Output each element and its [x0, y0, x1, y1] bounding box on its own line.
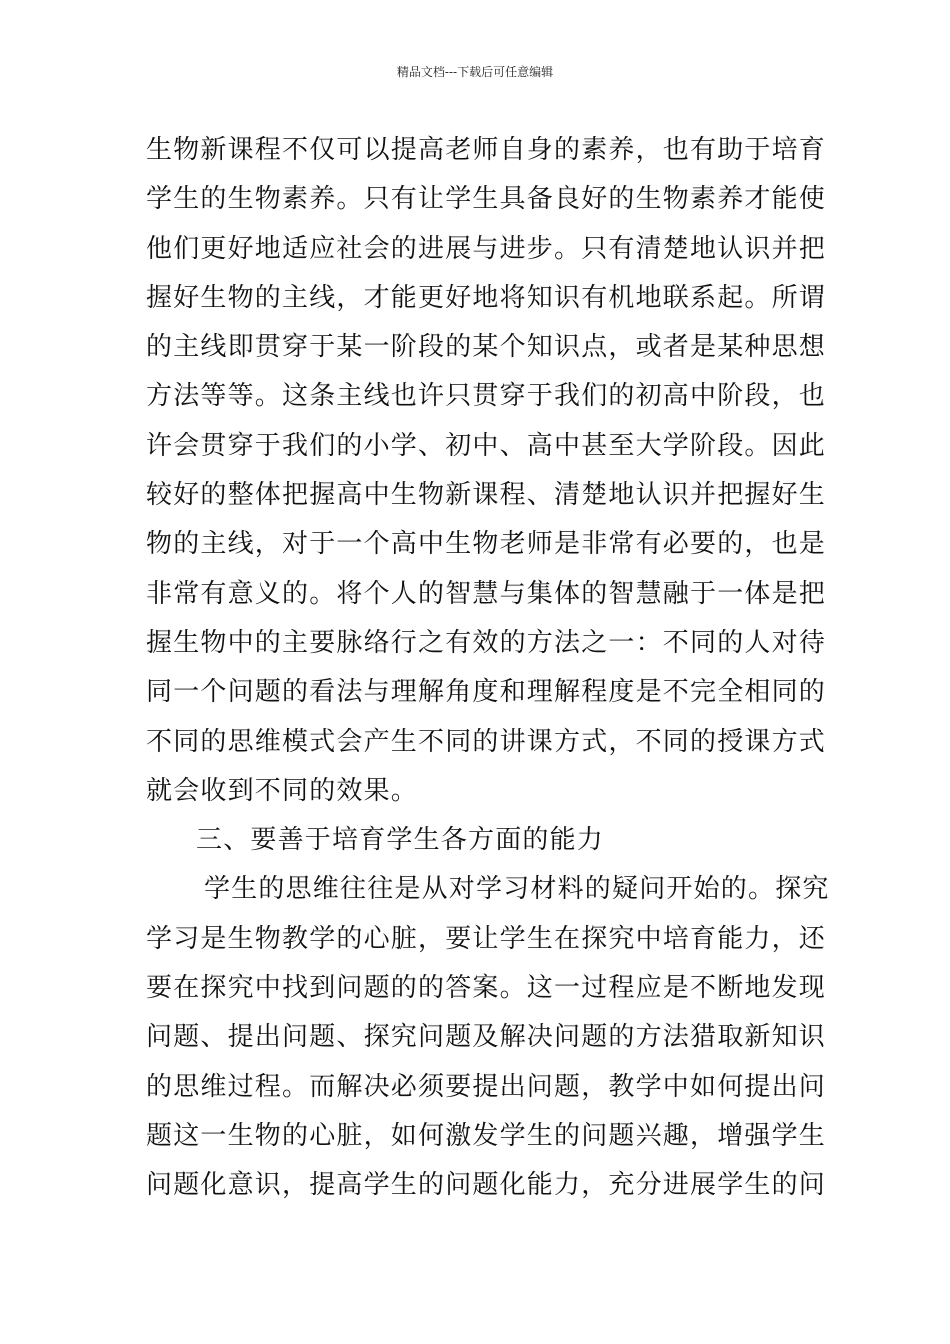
- page-header: 精品文档---下载后可任意编辑: [396, 65, 554, 79]
- text-line: 生物新课程不仅可以提高老师自身的素养，也有助于培育: [146, 135, 827, 165]
- section-heading: 三、要善于培育学生各方面的能力: [196, 825, 605, 856]
- text-line: 握生物中的主要脉络行之有效的方法之一：不同的人对待: [146, 627, 827, 658]
- text-line: 同一个问题的看法与理解角度和理解程度是不完全相同的: [146, 677, 827, 708]
- text-line: 学生的思维往往是从对学习材料的疑问开始的。探究: [204, 874, 830, 905]
- text-line: 较好的整体把握高中生物新课程、清楚地认识并把握好生: [146, 480, 827, 511]
- text-line: 学习是生物教学的心脏，要让学生在探究中培育能力，还: [146, 923, 827, 954]
- text-line: 许会贯穿于我们的小学、初中、高中甚至大学阶段。因此: [146, 430, 827, 461]
- text-line: 握好生物的主线，才能更好地将知识有机地联系起。所谓: [146, 282, 827, 313]
- text-line: 他们更好地适应社会的进展与进步。只有清楚地认识并把: [146, 233, 827, 264]
- text-line: 要在探究中找到问题的的答案。这一过程应是不断地发现: [146, 973, 827, 1004]
- text-line: 问题化意识，提高学生的问题化能力，充分进展学生的问: [146, 1170, 827, 1201]
- text-line: 就会收到不同的效果。: [146, 775, 419, 806]
- text-line: 非常有意义的。将个人的智慧与集体的智慧融于一体是把: [146, 578, 827, 609]
- document-body: [146, 126, 830, 1211]
- text-line: 方法等等。这条主线也许只贯穿于我们的初高中阶段，也: [146, 381, 827, 412]
- text-line: 不同的思维模式会产生不同的讲课方式，不同的授课方式: [146, 726, 827, 757]
- text-line: 的思维过程。而解决必须要提出问题，教学中如何提出问: [146, 1071, 827, 1102]
- text-line: 问题、提出问题、探究问题及解决问题的方法猎取新知识: [146, 1022, 827, 1053]
- text-line: 的主线即贯穿于某一阶段的某个知识点，或者是某种思想: [146, 332, 827, 363]
- text-line: 题这一生物的心脏，如何激发学生的问题兴趣，增强学生: [146, 1120, 827, 1151]
- text-line: 物的主线，对于一个高中生物老师是非常有必要的，也是: [146, 529, 827, 560]
- text-line: 学生的生物素养。只有让学生具备良好的生物素养才能使: [146, 184, 827, 215]
